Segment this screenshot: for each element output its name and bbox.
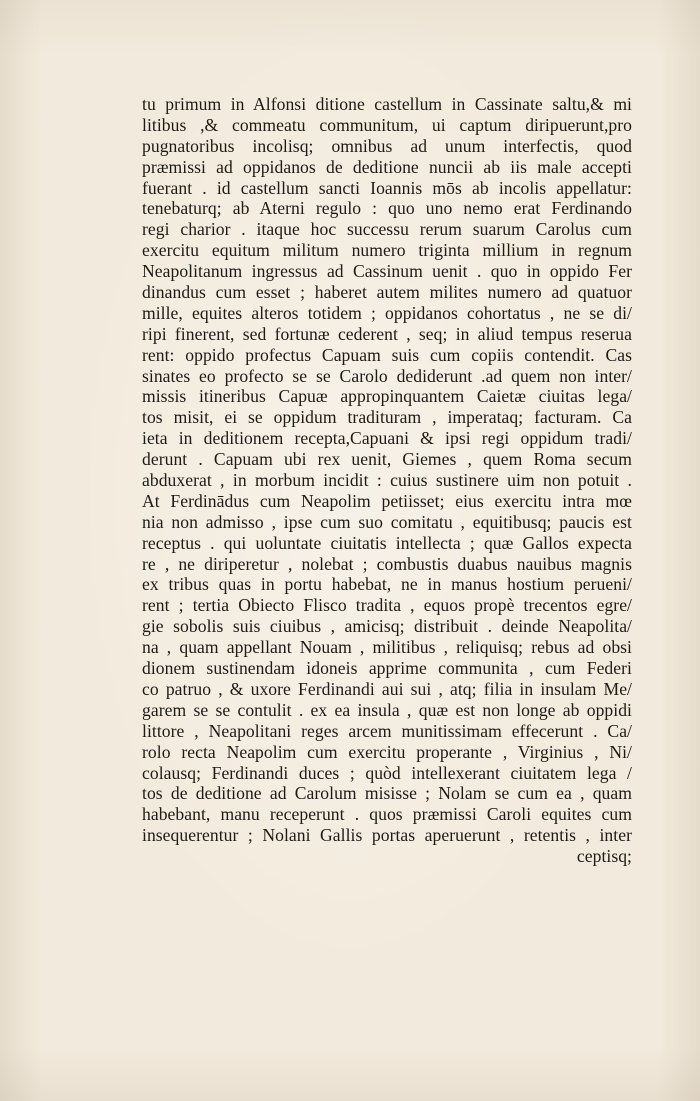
text-line: colausq; Ferdinandi duces ; quòd intellexerant ciuitatem lega / bbox=[142, 762, 632, 783]
text-line: missis itineribus Capuæ appropinquantem Caietæ ciuitas lega/ bbox=[142, 386, 632, 407]
text-line: ripi finerent, sed fortunæ cederent , seq; in aliud tempus reserua bbox=[142, 323, 632, 344]
text-line: re , ne diriperetur , nolebat ; combustis duabus nauibus magnis bbox=[142, 553, 632, 574]
text-line: nia non admisso , ipse cum suo comitatu , equitibusq; paucis est bbox=[142, 511, 632, 532]
text-line: derunt . Capuam ubi rex uenit, Giemes , quem Roma secum bbox=[142, 449, 632, 470]
text-line: exercitu equitum militum numero triginta millium in regnum bbox=[142, 240, 632, 261]
text-line: rolo recta Neapolim cum exercitu properante , Virginius , Ni/ bbox=[142, 741, 632, 762]
text-line: rent: oppido profectus Capuam suis cum copiis contendit. Cas bbox=[142, 344, 632, 365]
text-line: co patruo , & uxore Ferdinandi aui sui , atq; filia in insulam Me/ bbox=[142, 678, 632, 699]
text-line: pugnatoribus incolisq; omnibus ad unum interfectis, quod bbox=[142, 135, 632, 156]
text-line: ex tribus quas in portu habebat, ne in manus hostium perueni/ bbox=[142, 574, 632, 595]
text-line: præmissi ad oppidanos de deditione nuncii ab iis male accepti bbox=[142, 156, 632, 177]
text-line: litibus ,& commeatu communitum, ui captum diripuerunt,pro bbox=[142, 114, 632, 135]
text-line: mille, equites alteros totidem ; oppidanos cohortatus , ne se di/ bbox=[142, 302, 632, 323]
text-line: tos de deditione ad Carolum misisse ; Nolam se cum ea , quam bbox=[142, 783, 632, 804]
text-line: dionem sustinendam idoneis apprime communita , cum Federi bbox=[142, 658, 632, 679]
text-line: dinandus cum esset ; haberet autem milites numero ad quatuor bbox=[142, 282, 632, 303]
text-line: abduxerat , in morbum incidit : cuius sustinere uim non potuit . bbox=[142, 470, 632, 491]
text-line: garem se se contulit . ex ea insula , quæ est non longe ab oppidi bbox=[142, 699, 632, 720]
text-line: na , quam appellant Nouam , militibus , reliquisq; rebus ad obsi bbox=[142, 637, 632, 658]
text-line: insequerentur ; Nolani Gallis portas aperuerunt , retentis , inter bbox=[142, 825, 632, 846]
text-line: fuerant . id castellum sancti Ioannis mōs ab incolis appellatur: bbox=[142, 177, 632, 198]
text-line: receptus . qui uoluntate ciuitatis intellecta ; quæ Gallos expecta bbox=[142, 532, 632, 553]
text-line: Neapolitanum ingressus ad Cassinum uenit . quo in oppido Fer bbox=[142, 261, 632, 282]
text-line: tos misit, ei se oppidum tradituram , imperataq; facturam. Ca bbox=[142, 407, 632, 428]
text-line: sinates eo profecto se se Carolo dediderunt .ad quem non inter/ bbox=[142, 365, 632, 386]
text-line: tenebaturq; ab Aterni regulo : quo uno nemo erat Ferdinando bbox=[142, 198, 632, 219]
text-line: habebant, manu receperunt . quos præmissi Caroli equites cum bbox=[142, 804, 632, 825]
text-line: ieta in deditionem recepta,Capuani & ipsi regi oppidum tradi/ bbox=[142, 428, 632, 449]
text-line: rent ; tertia Obiecto Flisco tradita , equos propè trecentos egre/ bbox=[142, 595, 632, 616]
text-line: littore , Neapolitani reges arcem munitissimam effecerunt . Ca/ bbox=[142, 720, 632, 741]
text-line: tu primum in Alfonsi ditione castellum in Cassinate saltu,& mi bbox=[142, 94, 632, 114]
text-line: gie sobolis suis ciuibus , amicisq; distribuit . deinde Neapolita/ bbox=[142, 616, 632, 637]
text-line: regi charior . itaque hoc successu rerum suarum Carolus cum bbox=[142, 219, 632, 240]
text-line: At Ferdinādus cum Neapolim petiisset; eius exercitu intra mœ bbox=[142, 490, 632, 511]
catchword: ceptisq; bbox=[576, 846, 632, 867]
page-text bbox=[142, 94, 632, 867]
